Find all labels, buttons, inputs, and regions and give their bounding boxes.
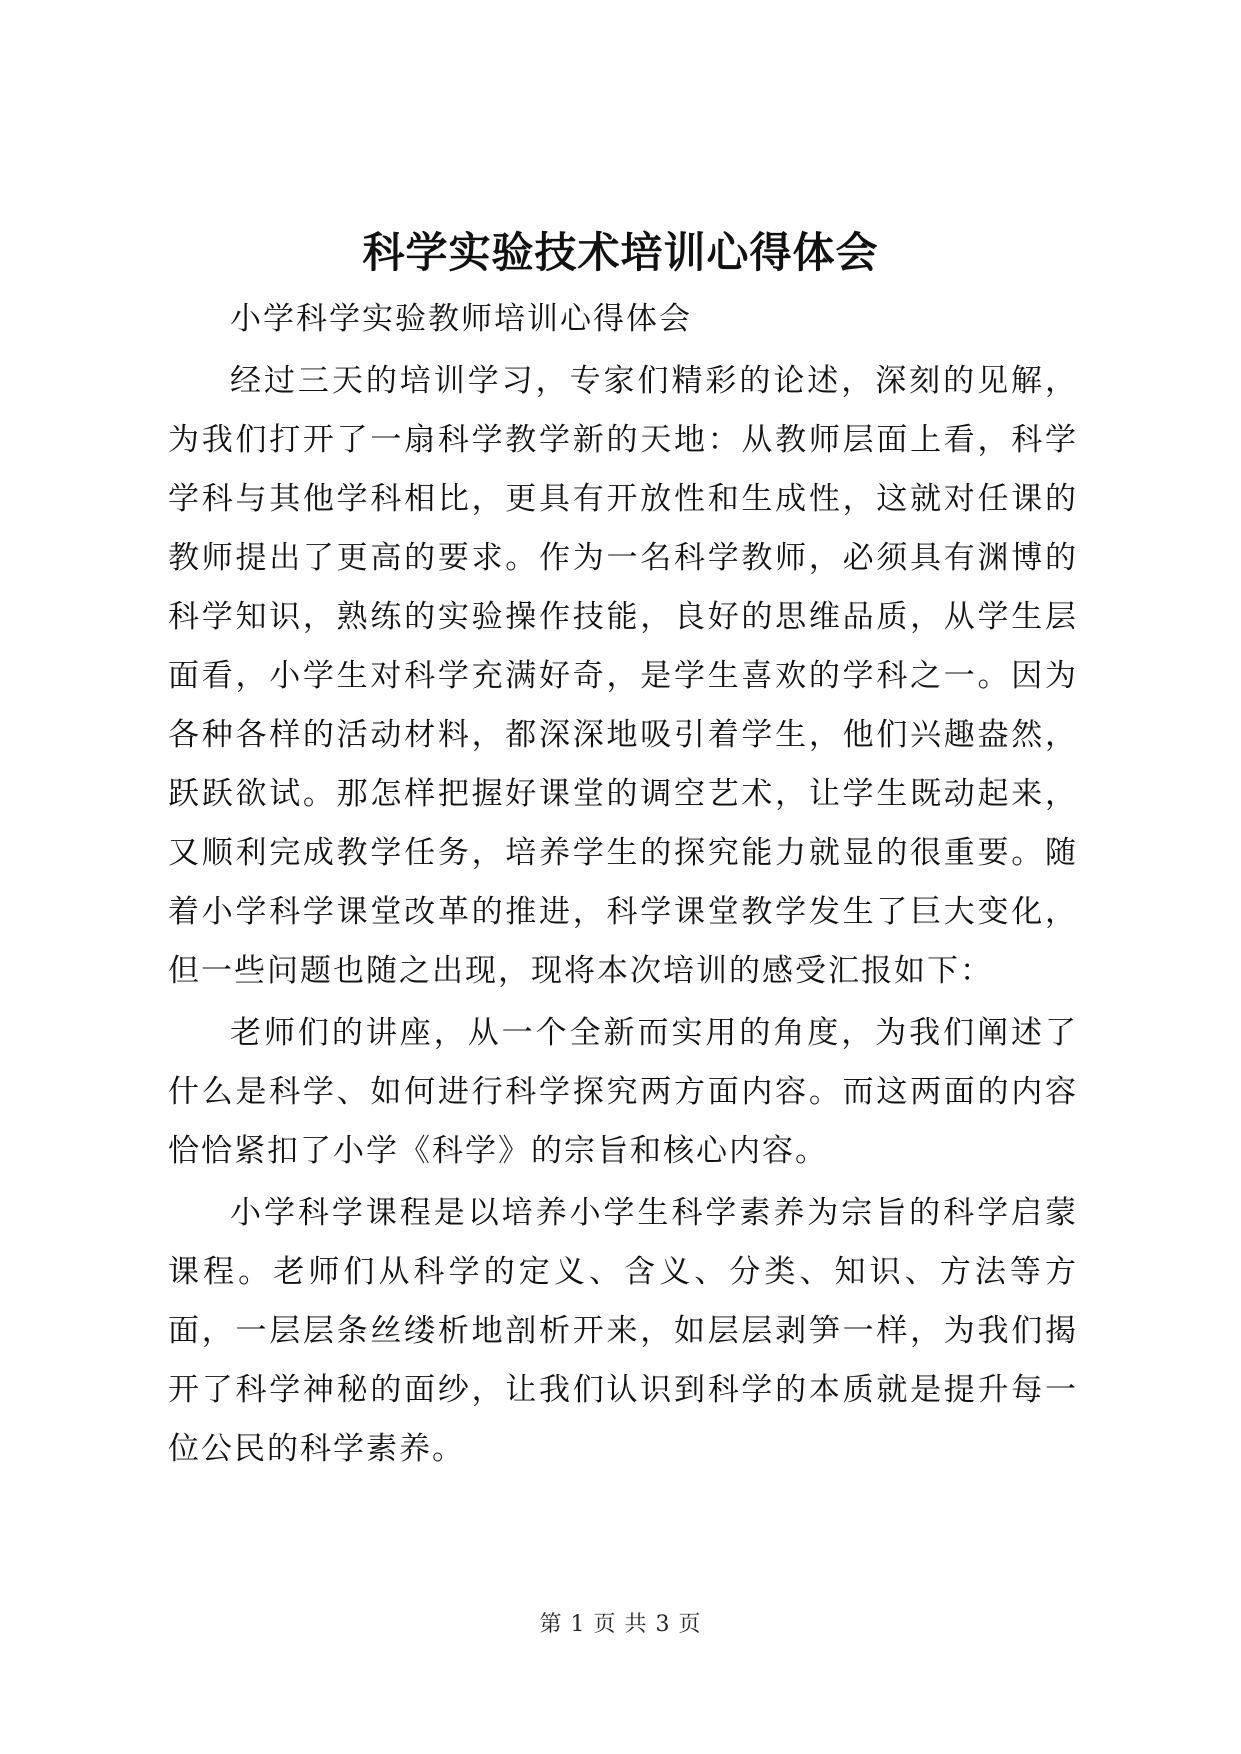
body-paragraph-3: 小学科学课程是以培养小学生科学素养为宗旨的科学启蒙课程。老师们从科学的定义、含义、分类、知识、方法等方面，一层层条丝缕析地剖析开来，如层层剥笋一样，为我们揭开了科学神秘的面纱，让我们认识到科学的本质就是提升每一位公民的科学素养。 [168, 1195, 1078, 1467]
body-paragraph-1: 经过三天的培训学习，专家们精彩的论述，深刻的见解，为我们打开了一扇科学教学新的天地：从教师层面上看，科学学科与其他学科相比，更具有开放性和生成性，这就对任课的教师提出了更高的要求。作为一名科学教师，必须具有渊博的科学知识，熟练的实验操作技能，良好的思维品质，从学生层面看，小学生对科学充满好奇，是学生喜欢的学科之一。因为各种各样的活动材料，都深深地吸引着学生，他们兴趣盎然，跃跃欲试。那怎样把握好课堂的调空艺术，让学生既动起来，又顺利完成教学任务，培养学生的探究能力就显的很重要。随着小学科学课堂改革的推进，科学课堂教学发生了巨大变化，但一些问题也随之出现，现将本次培训的感受汇报如下： [168, 363, 1078, 989]
body-paragraph-2: 老师们的讲座，从一个全新而实用的角度，为我们阐述了什么是科学、如何进行科学探究两方面内容。而这两面的内容恰恰紧扣了小学《科学》的宗旨和核心内容。 [168, 1015, 1078, 1169]
subtitle-paragraph: 小学科学实验教师培训心得体会 [230, 301, 692, 337]
page-number-footer: 第 1 页 共 3 页 [539, 1612, 702, 1637]
document-title: 科学实验技术培训心得体会 [362, 228, 879, 277]
document-body [168, 290, 1078, 1479]
